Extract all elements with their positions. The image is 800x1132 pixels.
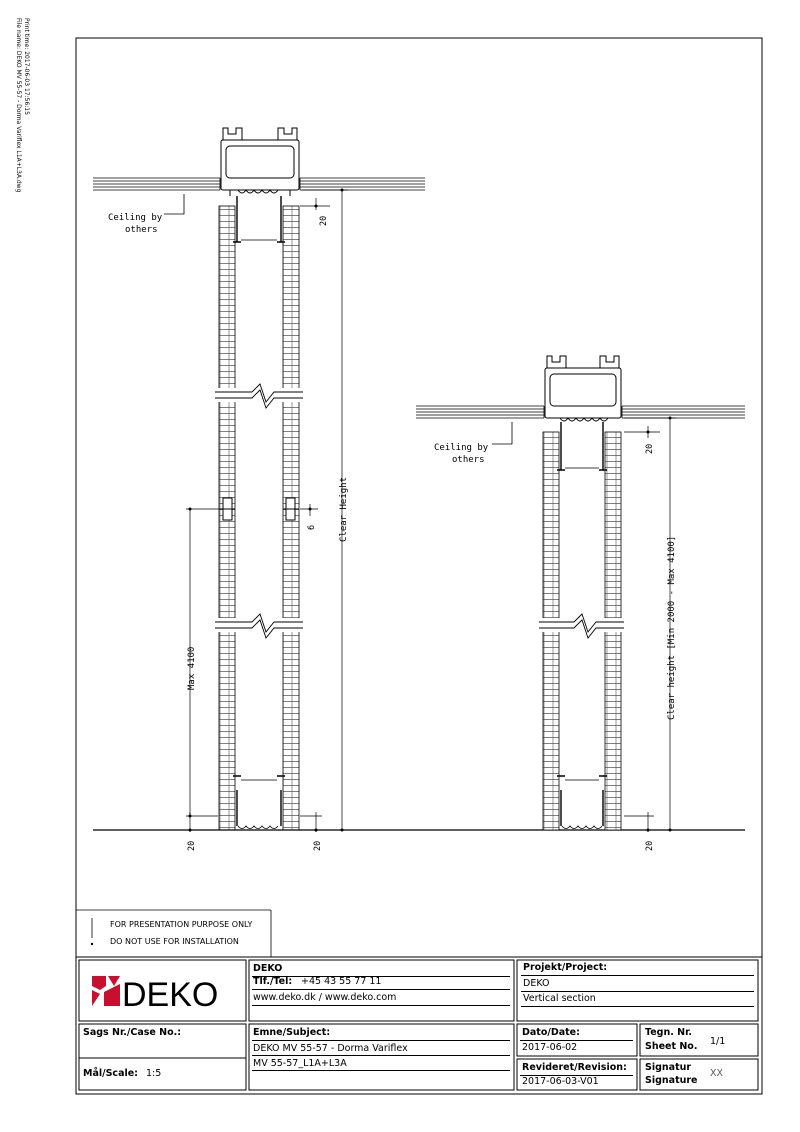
deko-logo-text: DEKO xyxy=(122,976,219,1014)
note-no-install: DO NOT USE FOR INSTALLATION xyxy=(110,937,239,946)
note-presentation: FOR PRESENTATION PURPOSE ONLY xyxy=(110,920,253,929)
left-ceiling xyxy=(93,178,425,190)
deko-logo-mark xyxy=(92,976,120,1006)
clear-height-label: Clear Height xyxy=(339,476,349,542)
project-label: Projekt/Project: xyxy=(523,962,608,973)
ceiling-label-right-2: others xyxy=(452,455,485,465)
right-top-rail xyxy=(545,356,621,421)
clear-height-range-label: Clear height [Min 2000 - Max 4100] xyxy=(667,535,677,720)
sheet-label-1: Tegn. Nr. xyxy=(645,1027,693,1038)
signature-label-1: Signatur xyxy=(645,1062,692,1073)
right-section xyxy=(416,356,745,851)
right-ceiling xyxy=(416,406,745,418)
sheet-label-2: Sheet No. xyxy=(645,1041,698,1052)
ceiling-label-right-1: Ceiling by xyxy=(434,443,489,453)
dim-6: 6 xyxy=(307,524,317,530)
sheet-frame xyxy=(76,38,762,1094)
revision-value: 2017-06-03-V01 xyxy=(522,1076,599,1087)
sheet-value: 1/1 xyxy=(710,1036,726,1047)
file-name: File name: DEKO MV 55-57 - Dorma Variflex L1A+L3A.dwg xyxy=(15,18,22,193)
tel-label: Tlf./Tel: xyxy=(253,976,293,987)
company-web: www.deko.dk / www.deko.com xyxy=(253,992,397,1003)
scale-value: 1:5 xyxy=(146,1068,162,1079)
scale-label: Mål/Scale: xyxy=(83,1068,138,1079)
date-label: Dato/Date: xyxy=(522,1027,580,1038)
dim-20-bottom-a: 20 xyxy=(187,840,197,851)
subject-value-2: MV 55-57_L1A+L3A xyxy=(253,1058,347,1069)
signature-label-2: Signature xyxy=(645,1075,698,1086)
ceiling-label-left-2: others xyxy=(125,225,158,235)
max-4100-label: Max 4100 xyxy=(187,646,197,690)
date-value: 2017-06-02 xyxy=(522,1042,578,1053)
left-section xyxy=(93,128,425,851)
note-box xyxy=(76,910,271,957)
company-name: DEKO xyxy=(253,963,283,974)
revision-label: Revideret/Revision: xyxy=(522,1062,627,1073)
project-value: DEKO xyxy=(523,978,550,989)
dim-20-bottom-right: 20 xyxy=(645,840,655,851)
dim-20-top-right: 20 xyxy=(645,443,655,454)
ceiling-label-left-1: Ceiling by xyxy=(108,213,163,223)
left-top-rail xyxy=(221,128,299,196)
print-time: Print time: 2017-06-03 17:56:15 xyxy=(23,18,30,115)
signature-value: XX xyxy=(710,1068,724,1079)
subject-value-1: DEKO MV 55-57 - Dorma Variflex xyxy=(253,1043,408,1054)
dim-20-top-left: 20 xyxy=(319,215,329,226)
case-label: Sags Nr./Case No.: xyxy=(83,1027,182,1038)
dim-20-bottom-b: 20 xyxy=(313,840,323,851)
project-desc: Vertical section xyxy=(523,993,596,1004)
subject-label: Emne/Subject: xyxy=(253,1027,331,1038)
tel-value: +45 43 55 77 11 xyxy=(301,976,382,987)
